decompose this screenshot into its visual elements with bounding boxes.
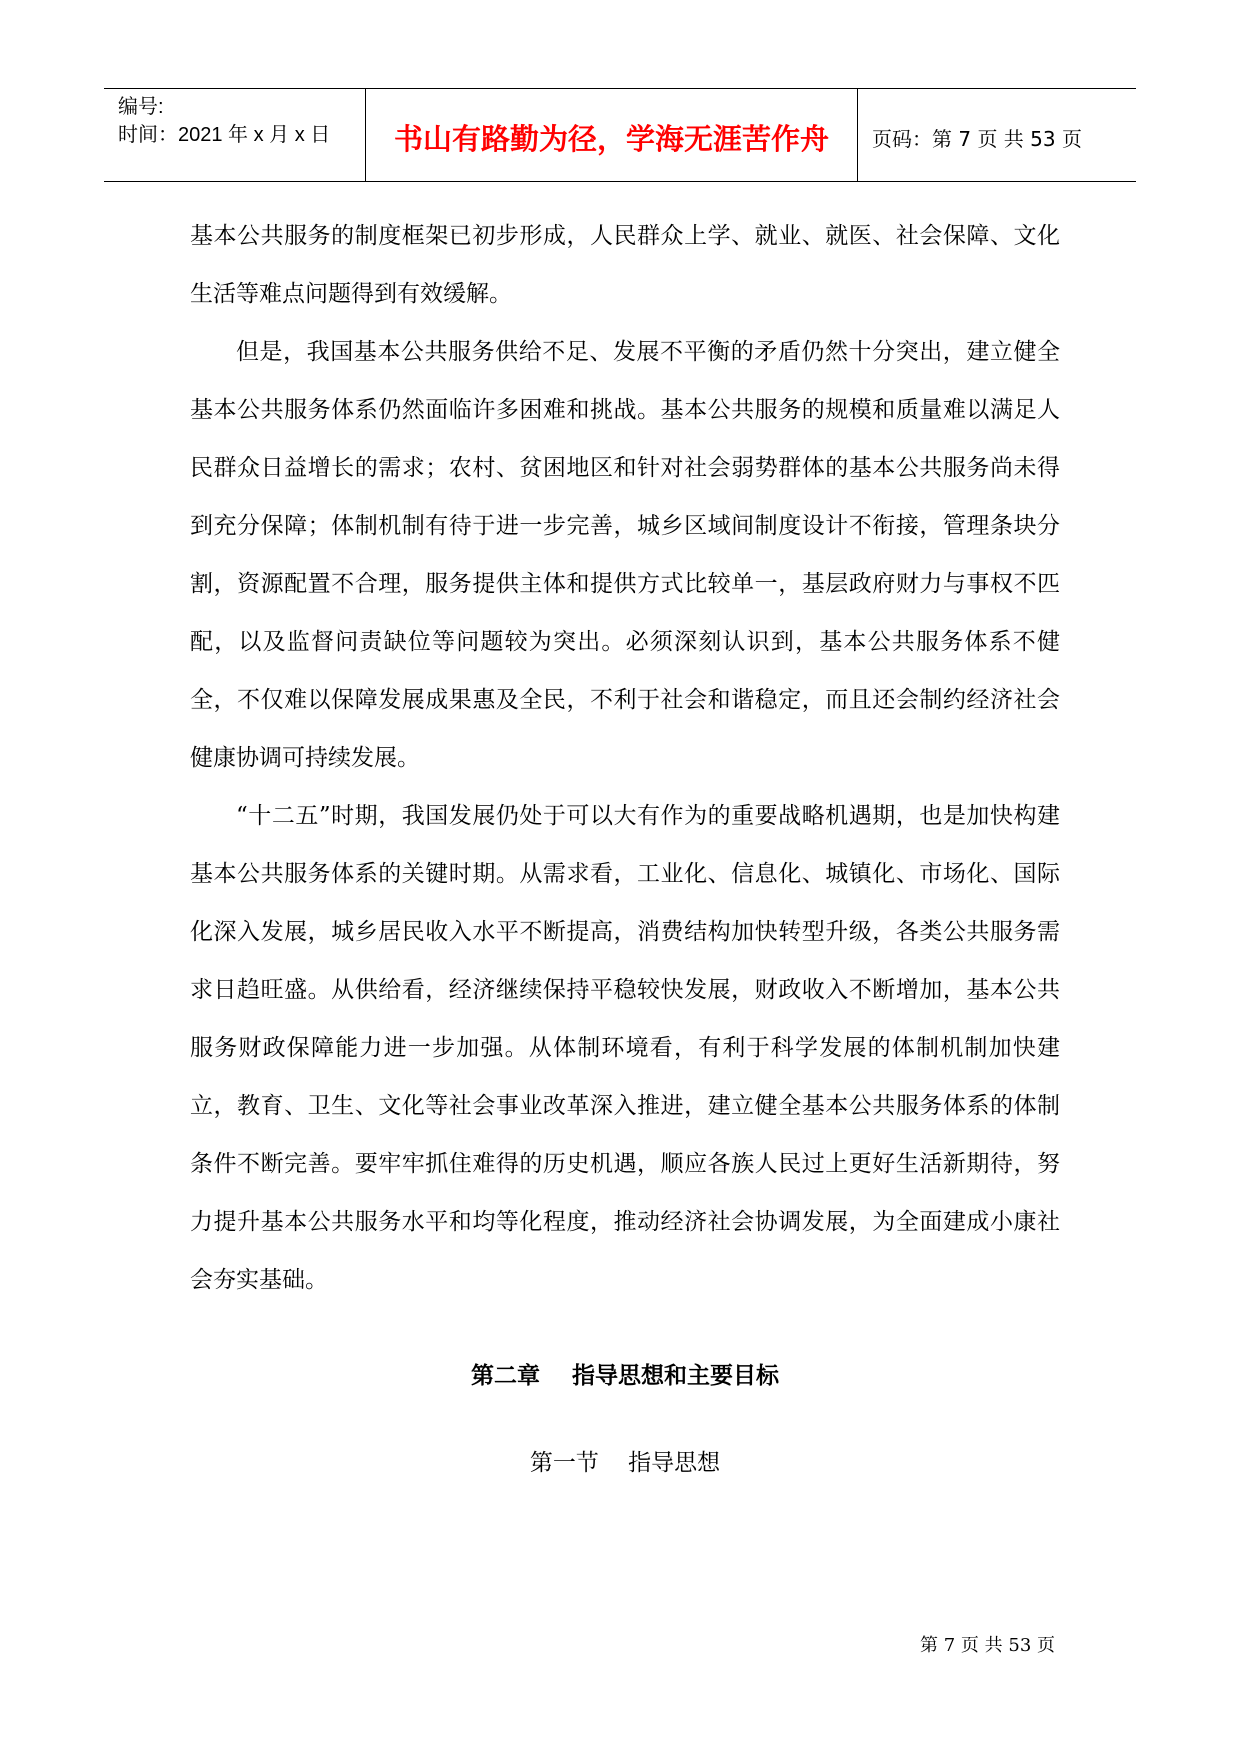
section-title: 第一节 指导思想 — [529, 1450, 721, 1476]
chapter-title: 第二章 指导思想和主要目标 — [470, 1363, 780, 1389]
document-time: 时间：2021 年 x 月 x 日 — [118, 124, 331, 146]
header-page-info: 页码：第 7 页 共 53 页 — [872, 126, 1082, 151]
body-paragraph: 但是，我国基本公共服务供给不足、发展不平衡的矛盾仍然十分突出，建立健全基本公共服务体系仍然面临许多困难和挑战。基本公共服务的规模和质量难以满足人民群众日益增长的需求；农村、贫困地区和针对社会弱势群体的基本公共服务尚未得到充分保障；体制机制有待于进一步完善，城乡区域间制度设计不衔接，管理条块分割，资源配置不合理，服务提供主体和提供方式比较单一，基层政府财力与事权不匹配，以及监督问责缺位等问题较为突出。必须深刻认识到，基本公共服务体系不健全，不仅难以保障发展成果惠及全民，不利于社会和谐稳定，而且还会制约经济社会健康协调可持续发展。 — [190, 339, 1060, 771]
header-motto: 书山有路勤为径，学海无涯苦作舟 — [366, 89, 858, 181]
header-meta — [104, 89, 366, 181]
document-number-label: 编号: — [118, 96, 164, 118]
document-body — [190, 207, 1060, 1309]
page-footer: 第 7 页 共 53 页 — [920, 1635, 1055, 1656]
page-header — [104, 88, 1136, 182]
body-paragraph: 基本公共服务的制度框架已初步形成，人民群众上学、就业、就医、社会保障、文化生活等难点问题得到有效缓解。 — [190, 223, 1060, 307]
body-paragraph: “十二五”时期，我国发展仍处于可以大有作为的重要战略机遇期，也是加快构建基本公共服务体系的关键时期。从需求看，工业化、信息化、城镇化、市场化、国际化深入发展，城乡居民收入水平不断提高，消费结构加快转型升级，各类公共服务需求日趋旺盛。从供给看，经济继续保持平稳较快发展，财政收入不断增加，基本公共服务财政保障能力进一步加强。从体制环境看，有利于科学发展的体制机制加快建立，教育、卫生、文化等社会事业改革深入推进，建立健全基本公共服务体系的体制条件不断完善。要牢牢抓住难得的历史机遇，顺应各族人民过上更好生活新期待，努力提升基本公共服务水平和均等化程度，推动经济社会协调发展，为全面建成小康社会夯实基础。 — [190, 803, 1060, 1293]
